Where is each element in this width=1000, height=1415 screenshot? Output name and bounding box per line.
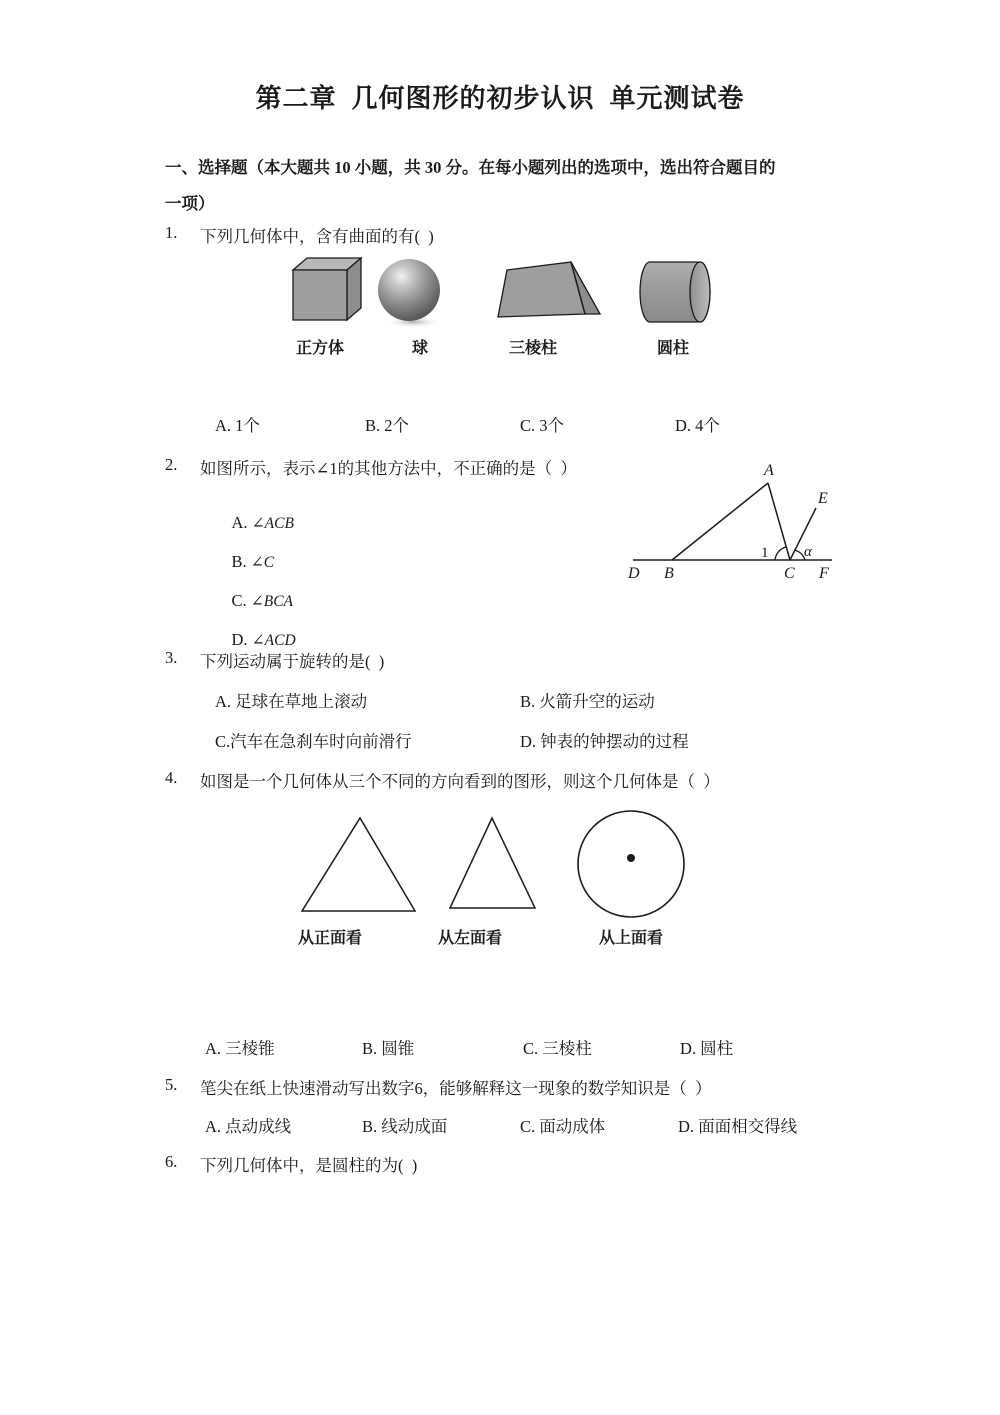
question-1-option-b[interactable]: B. 2个 xyxy=(365,416,410,435)
angle-diagram-label-B: B xyxy=(664,565,674,582)
angle-diagram-label-C: C xyxy=(784,565,795,582)
top-view-circle xyxy=(578,811,684,917)
figure-label-triangular-prism: 三棱柱 xyxy=(508,340,557,357)
page-title: 第二章 几何图形的初步认识 单元测试卷 xyxy=(255,84,745,113)
figure-label-sphere: 球 xyxy=(411,340,428,357)
section-heading-line-1: 一、选择题（本大题共 10 小题，共 30 分。在每小题列出的选项中，选出符合题目的 xyxy=(165,158,776,177)
top-view-center-dot xyxy=(627,854,635,862)
question-2-stem: 如图所示，表示∠1的其他方法中，不正确的是（ ） xyxy=(200,459,577,478)
question-2-option-c-label: C. xyxy=(231,591,247,610)
question-4-number: 4. xyxy=(165,768,178,787)
angle-diagram-label-alpha: α xyxy=(804,544,812,560)
question-5-option-b[interactable]: B. 线动成面 xyxy=(362,1117,448,1136)
question-5-number: 5. xyxy=(165,1075,178,1094)
question-4-stem: 如图是一个几何体从三个不同的方向看到的图形，则这个几何体是（ ） xyxy=(200,772,720,791)
question-2-angle-diagram xyxy=(620,458,860,583)
figure-label-cylinder: 圆柱 xyxy=(656,340,689,357)
question-3-stem: 下列运动属于旋转的是( ) xyxy=(200,652,385,671)
question-3-option-c[interactable]: C.汽车在急刹车时向前滑行 xyxy=(215,732,412,751)
question-1-solids-figure xyxy=(285,252,725,330)
question-5-stem: 笔尖在纸上快速滑动写出数字6，能够解释这一现象的数学知识是（ ） xyxy=(200,1079,712,1098)
question-1-option-d[interactable]: D. 4个 xyxy=(675,416,720,435)
question-1-number: 1. xyxy=(165,223,178,242)
cube-shape xyxy=(293,258,361,320)
question-2-option-d-label: D. xyxy=(231,630,248,649)
question-6-number: 6. xyxy=(165,1152,178,1171)
question-2-option-a-math: ∠ACB xyxy=(251,515,294,532)
question-5-option-a[interactable]: A. 点动成线 xyxy=(205,1117,292,1136)
question-2-option-c-math: ∠BCA xyxy=(250,593,294,610)
question-3-option-d[interactable]: D. 钟表的钟摆动的过程 xyxy=(520,732,689,751)
question-1-option-a[interactable]: A. 1个 xyxy=(215,416,260,435)
question-5-option-d[interactable]: D. 面面相交得线 xyxy=(678,1117,798,1136)
angle-diagram-label-angle-1: 1 xyxy=(761,545,769,561)
section-heading-line-2: 一项） xyxy=(165,194,215,213)
question-1-option-c[interactable]: C. 3个 xyxy=(520,416,565,435)
angle-diagram-label-F: F xyxy=(819,565,829,582)
left-view-triangle xyxy=(450,818,535,908)
view-label-front: 从正面看 xyxy=(297,930,362,947)
triangular-prism-shape xyxy=(498,262,600,317)
question-4-option-b[interactable]: B. 圆锥 xyxy=(362,1039,415,1058)
angle-diagram-label-D: D xyxy=(628,565,640,582)
figure-label-cube: 正方体 xyxy=(295,340,344,357)
question-3-option-b[interactable]: B. 火箭升空的运动 xyxy=(520,692,655,711)
view-label-top: 从上面看 xyxy=(598,930,663,947)
angle-diagram-label-A: A xyxy=(764,462,774,479)
question-4-option-a[interactable]: A. 三棱锥 xyxy=(205,1039,275,1058)
cylinder-shape xyxy=(640,262,710,322)
question-2-option-b-math: ∠C xyxy=(250,554,275,571)
question-4-option-c[interactable]: C. 三棱柱 xyxy=(523,1039,592,1058)
question-4-three-views-figure xyxy=(285,808,715,920)
question-5-option-c[interactable]: C. 面动成体 xyxy=(520,1117,606,1136)
front-view-triangle xyxy=(302,818,415,911)
section-heading xyxy=(165,150,845,222)
question-6-stem: 下列几何体中，是圆柱的为( ) xyxy=(200,1156,418,1175)
sphere-shape xyxy=(378,259,441,328)
question-2-option-a-label: A. xyxy=(231,513,248,532)
question-2-option-b-label: B. xyxy=(231,552,247,571)
view-label-left: 从左面看 xyxy=(437,930,502,947)
angle-diagram-label-E: E xyxy=(818,490,828,507)
question-4-option-d[interactable]: D. 圆柱 xyxy=(680,1039,734,1058)
question-3-number: 3. xyxy=(165,648,178,667)
question-2-option-d-math: ∠ACD xyxy=(251,632,296,649)
question-3-option-a[interactable]: A. 足球在草地上滚动 xyxy=(215,692,368,711)
question-1-stem: 下列几何体中，含有曲面的有( ) xyxy=(200,227,434,246)
question-2-number: 2. xyxy=(165,455,178,474)
